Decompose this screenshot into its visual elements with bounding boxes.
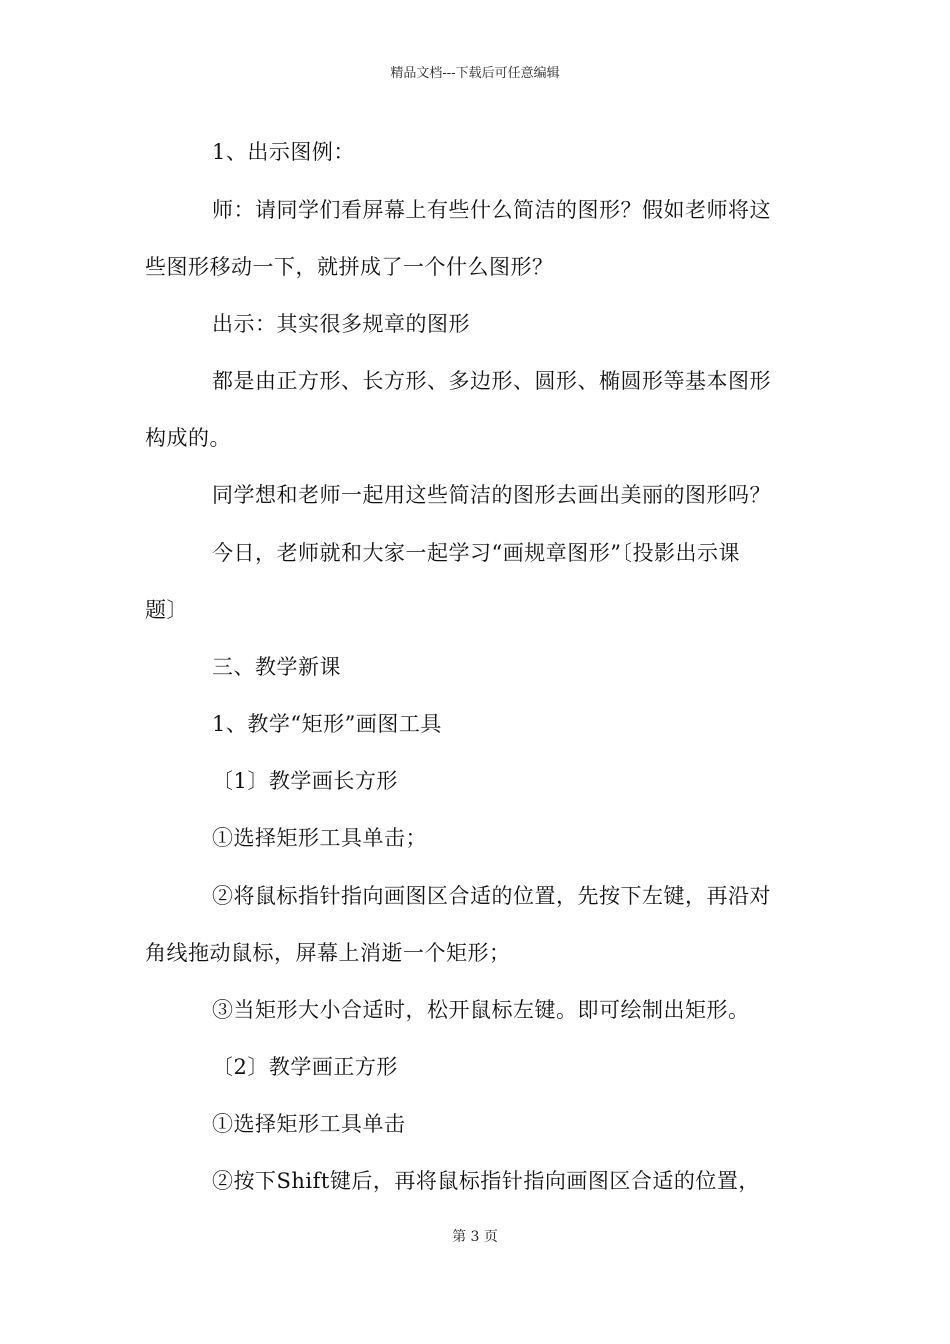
paragraph-line: 题〕: [145, 598, 188, 622]
paragraph-line: 师：请同学们看屏幕上有些什么简洁的图形？假如老师将这: [212, 198, 771, 222]
paragraph-line: 角线拖动鼠标，屏幕上消逝一个矩形；: [145, 941, 511, 965]
paragraph-line: ②按下Shift键后，再将鼠标指针指向画图区合适的位置，: [212, 1169, 760, 1193]
paragraph-line: 些图形移动一下，就拼成了一个什么图形？: [145, 255, 554, 279]
paragraph-line: 〔1〕教学画长方形: [212, 769, 398, 793]
page-number: 第 3 页: [452, 1229, 498, 1245]
paragraph-line: 构成的。: [145, 426, 231, 450]
paragraph-line: 〔2〕教学画正方形: [212, 1055, 398, 1079]
paragraph-line: ①选择矩形工具单击；: [212, 826, 427, 850]
paragraph-line: ③当矩形大小合适时，松开鼠标左键。即可绘制出矩形。: [212, 998, 750, 1022]
paragraph-line: ①选择矩形工具单击: [212, 1112, 406, 1136]
paragraph-line: 同学想和老师一起用这些简洁的图形去画出美丽的图形吗？: [212, 483, 771, 507]
paragraph-line: 今日，老师就和大家一起学习“画规章图形”〔投影出示课: [212, 541, 740, 565]
page-header: 精品文档---下载后可任意编辑: [390, 66, 560, 81]
paragraph-line: 1、教学“矩形”画图工具: [212, 712, 442, 736]
paragraph-line: 出示：其实很多规章的图形: [212, 312, 470, 336]
paragraph-line: 都是由正方形、长方形、多边形、圆形、椭圆形等基本图形: [212, 369, 771, 393]
paragraph-line: ②将鼠标指针指向画图区合适的位置，先按下左键，再沿对: [212, 884, 771, 908]
paragraph-line: 1、出示图例：: [212, 140, 355, 164]
section-heading: 三、教学新课: [212, 655, 341, 679]
